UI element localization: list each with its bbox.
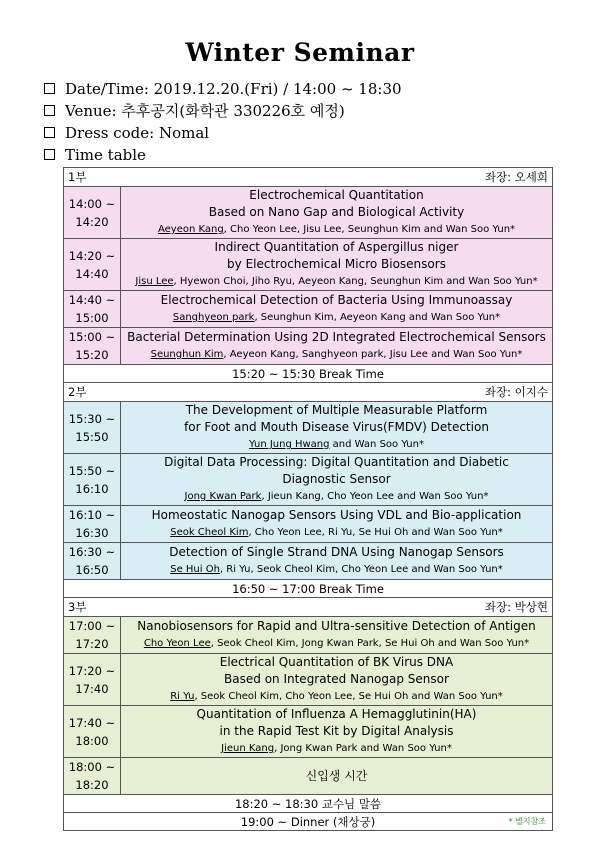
- break-row: [64, 365, 553, 383]
- dinner-text: 19:00 ~ Dinner (채상궁): [240, 814, 376, 829]
- co-authors: , Jieun Kang, Cho Yeon Lee and Wan Soo Yun*: [261, 491, 489, 502]
- presenter: Jieun Kang: [221, 743, 275, 754]
- talk-title: Electrochemical Detection of Bacteria Using Immunoassay: [160, 293, 513, 307]
- presenter: Sanghyeon park: [172, 312, 255, 323]
- time-end: 16:10: [75, 481, 109, 496]
- talk-time: [64, 543, 121, 580]
- info-dress-code: [44, 122, 402, 144]
- talk-title: Digital Data Processing: Digital Quantitation and Diabetic: [164, 455, 509, 469]
- session-name: 2부: [68, 385, 87, 399]
- talk-row: [64, 291, 553, 328]
- co-authors: and Wan Soo Yun*: [329, 439, 424, 450]
- talk-cell: [121, 758, 553, 795]
- break-text: 16:50 ~ 17:00 Break Time: [64, 580, 553, 598]
- talk-authors: [121, 561, 552, 578]
- session-chair: 좌장: 오세희: [484, 170, 548, 184]
- talk-row: [64, 239, 553, 291]
- info-list: [44, 78, 402, 166]
- checkbox-bullet-icon: [44, 83, 55, 94]
- talk-time: [64, 654, 121, 706]
- talk-title: Homeostatic Nanogap Sensors Using VDL and Bio-application: [151, 508, 522, 522]
- talk-authors: [121, 524, 552, 541]
- talk-cell: [121, 543, 553, 580]
- checkbox-bullet-icon: [44, 127, 55, 138]
- talk-title: Electrochemical Quantitation: [249, 188, 424, 202]
- co-authors: , Jong Kwan Park and Wan Soo Yun*: [274, 743, 452, 754]
- talk-row: [64, 328, 553, 365]
- presenter: Yun Jung Hwang: [249, 439, 330, 450]
- presenter: Ri Yu: [170, 691, 195, 702]
- session-header: [64, 383, 553, 402]
- talk-title: Indirect Quantitation of Aspergillus niger: [214, 240, 459, 254]
- talk-cell: [121, 454, 553, 506]
- talk-time: [64, 454, 121, 506]
- session-name: 1부: [68, 170, 87, 184]
- talk-row: [64, 506, 553, 543]
- info-date-text: Date/Time: 2019.12.20.(Fri) / 14:00 ~ 18:30: [65, 80, 402, 98]
- time-start: 14:20 ~: [68, 248, 116, 263]
- co-authors: , Cho Yeon Lee, Ri Yu, Se Hui Oh and Wan Soo Yun*: [248, 527, 503, 538]
- info-timetable: [44, 144, 402, 166]
- timetable: [63, 167, 553, 831]
- presenter: Seunghun Kim: [150, 349, 224, 360]
- time-end: 16:30: [75, 526, 109, 540]
- time-end: 15:00: [75, 311, 109, 325]
- session-header: [64, 598, 553, 617]
- presenter: Seok Cheol Kim: [170, 527, 249, 538]
- talk-row: [64, 187, 553, 239]
- session-chair: 좌장: 이지수: [484, 385, 548, 399]
- talk-cell: [121, 328, 553, 365]
- break-text: 15:20 ~ 15:30 Break Time: [64, 365, 553, 383]
- info-dress-text: Dress code: Nomal: [65, 124, 210, 142]
- talk-time: [64, 402, 121, 454]
- time-start: 17:00 ~: [68, 619, 116, 633]
- talk-time: [64, 758, 121, 795]
- talk-cell: [121, 617, 553, 654]
- co-authors: , Aeyeon Kang, Sanghyeon park, Jisu Lee and Wan Soo Yun*: [223, 349, 523, 360]
- co-authors: , Seok Cheol Kim, Cho Yeon Lee, Se Hui Oh and Wan Soo Yun*: [194, 691, 503, 702]
- presenter: Se Hui Oh: [170, 564, 220, 575]
- co-authors: , Cho Yeon Lee, Jisu Lee, Seunghun Kim and Wan Soo Yun*: [223, 224, 516, 235]
- talk-title: Electrical Quantitation of BK Virus DNA: [219, 655, 454, 669]
- time-end: 18:20: [75, 778, 109, 792]
- talk-authors: [121, 488, 552, 505]
- session-name: 3부: [68, 600, 87, 614]
- time-start: 17:40 ~: [68, 715, 116, 730]
- info-venue-text: Venue: 추후공지(화학관 330226호 예정): [65, 102, 345, 120]
- talk-cell: [121, 654, 553, 706]
- talk-authors: [121, 740, 552, 757]
- talk-time: [64, 617, 121, 654]
- time-end: 15:20: [75, 348, 109, 362]
- talk-authors: [121, 688, 552, 705]
- presenter: Aeyeon Kang: [157, 224, 224, 235]
- page-title: Winter Seminar: [185, 38, 415, 67]
- time-end: 17:40: [75, 681, 109, 696]
- talk-title: for Foot and Mouth Disease Virus(FMDV) Detection: [184, 420, 489, 434]
- info-timetable-text: Time table: [65, 146, 146, 164]
- talk-time: [64, 506, 121, 543]
- talk-time: [64, 706, 121, 758]
- time-end: 17:20: [75, 637, 109, 651]
- talk-title: Quantitation of Influenza A Hemagglutinin(HA): [196, 707, 477, 721]
- talk-cell: [121, 239, 553, 291]
- talk-title: Based on Integrated Nanogap Sensor: [224, 672, 449, 686]
- time-start: 15:50 ~: [68, 463, 116, 478]
- talk-cell: [121, 402, 553, 454]
- dinner-row: [64, 813, 553, 831]
- time-start: 16:30 ~: [68, 545, 116, 559]
- talk-cell: [121, 187, 553, 239]
- talk-cell: [121, 706, 553, 758]
- talk-time: [64, 328, 121, 365]
- break-row: [64, 580, 553, 598]
- talk-title: Diagnostic Sensor: [282, 472, 391, 486]
- info-date: [44, 78, 402, 100]
- talk-title: by Electrochemical Micro Biosensors: [227, 257, 446, 271]
- talk-row: [64, 706, 553, 758]
- time-end: 15:50: [75, 429, 109, 444]
- talk-row: [64, 654, 553, 706]
- break-row: [64, 795, 553, 813]
- co-authors: , Hyewon Choi, Jiho Ryu, Aeyeon Kang, Seunghun Kim and Wan Soo Yun*: [173, 276, 538, 287]
- talk-cell: [121, 506, 553, 543]
- time-start: 14:40 ~: [68, 293, 116, 307]
- time-end: 18:00: [75, 733, 109, 748]
- time-start: 15:30 ~: [68, 411, 116, 426]
- talk-title: in the Rapid Test Kit by Digital Analysis: [219, 724, 454, 738]
- talk-title: The Development of Multiple Measurable Platform: [185, 403, 488, 417]
- talk-time: [64, 239, 121, 291]
- note-text: * 별지참조: [508, 817, 546, 826]
- talk-row: [64, 402, 553, 454]
- talk-title: Based on Nano Gap and Biological Activity: [208, 205, 465, 219]
- talk-row: [64, 617, 553, 654]
- info-venue: [44, 100, 402, 122]
- talk-authors: [121, 346, 552, 363]
- time-start: 16:10 ~: [68, 508, 116, 522]
- talk-authors: [121, 221, 552, 238]
- time-end: 16:50: [75, 563, 109, 577]
- presenter: Jisu Lee: [135, 276, 174, 287]
- checkbox-bullet-icon: [44, 105, 55, 116]
- break-text: 18:20 ~ 18:30 교수님 말씀: [64, 795, 553, 813]
- talk-authors: [121, 635, 552, 652]
- talk-title: 신입생 시간: [305, 768, 368, 783]
- talk-time: [64, 187, 121, 239]
- talk-title: Nanobiosensors for Rapid and Ultra-sensitive Detection of Antigen: [137, 619, 536, 633]
- presenter: Jong Kwan Park: [184, 491, 262, 502]
- talk-title: Bacterial Determination Using 2D Integrated Electrochemical Sensors: [127, 330, 546, 344]
- time-start: 14:00 ~: [68, 196, 116, 211]
- talk-authors: [121, 436, 552, 453]
- talk-time: [64, 291, 121, 328]
- time-start: 17:20 ~: [68, 663, 116, 678]
- time-end: 14:20: [75, 214, 109, 229]
- time-end: 14:40: [75, 266, 109, 281]
- dinner-cell: [64, 813, 553, 831]
- session-chair: 좌장: 박상현: [484, 600, 548, 614]
- talk-row: [64, 454, 553, 506]
- talk-authors: [121, 309, 552, 326]
- checkbox-bullet-icon: [44, 149, 55, 160]
- session-header: [64, 168, 553, 187]
- talk-cell: [121, 291, 553, 328]
- talk-row: [64, 543, 553, 580]
- co-authors: , Ri Yu, Seok Cheol Kim, Cho Yeon Lee and Wan Soo Yun*: [219, 564, 503, 575]
- co-authors: , Seunghun Kim, Aeyeon Kang and Wan Soo Yun*: [254, 312, 501, 323]
- co-authors: , Seok Cheol Kim, Jong Kwan Park, Se Hui Oh and Wan Soo Yun*: [210, 638, 530, 649]
- talk-row: [64, 758, 553, 795]
- presenter: Cho Yeon Lee: [143, 638, 211, 649]
- talk-authors: [121, 273, 552, 290]
- time-start: 18:00 ~: [68, 760, 116, 774]
- time-start: 15:00 ~: [68, 330, 116, 344]
- talk-title: Detection of Single Strand DNA Using Nanogap Sensors: [169, 545, 504, 559]
